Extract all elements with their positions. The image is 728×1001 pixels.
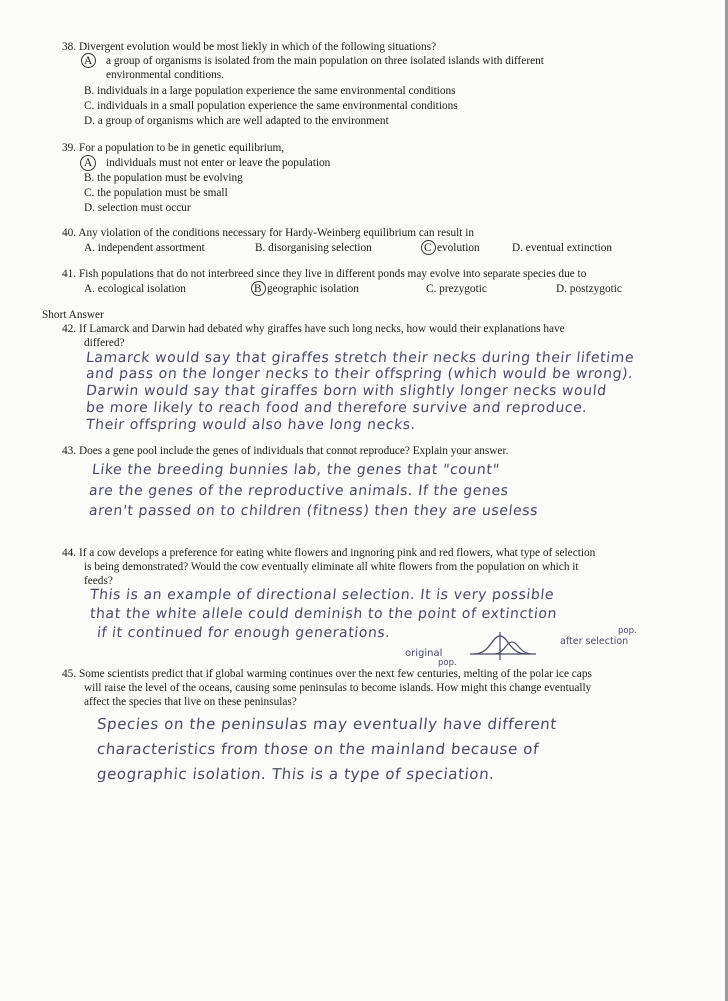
- handwritten-answer-line: characteristics from those on the mainland because of: [96, 740, 540, 758]
- sketch-label-original: original: [405, 648, 443, 659]
- q38-option-a-cont: environmental conditions.: [106, 69, 224, 81]
- q40-option-letter-c: C: [424, 242, 432, 254]
- q39-option-b: B. the population must be evolving: [84, 172, 243, 184]
- question-44-stem-cont2: feeds?: [84, 575, 113, 587]
- q38-option-d: D. a group of organisms which are well adapted to the environment: [84, 115, 389, 127]
- q40-option-b: B. disorganising selection: [255, 242, 372, 254]
- q39-option-d: D. selection must occur: [84, 202, 191, 214]
- handwritten-answer-line: geographic isolation. This is a type of speciation.: [96, 765, 496, 783]
- q41-option-d: D. postzygotic: [556, 283, 622, 295]
- question-45-stem: 45. Some scientists predict that if global warming continues over the next few centuries, melting of the polar ice caps: [62, 668, 592, 680]
- section-title: Short Answer: [42, 309, 104, 321]
- handwritten-answer-line: This is an example of directional selection. It is very possible: [89, 587, 555, 603]
- question-45-stem-cont2: affect the species that live on these peninsulas?: [84, 696, 297, 708]
- sketch-label-after-selection: after selection: [560, 636, 629, 647]
- question-40-stem: 40. Any violation of the conditions necessary for Hardy-Weinberg equilibrium can result in: [62, 227, 475, 239]
- question-38-stem: 38. Divergent evolution would be most liekly in which of the following situations?: [62, 41, 437, 53]
- q41-option-b: geographic isolation: [267, 283, 359, 295]
- question-41-stem: 41. Fish populations that do not interbreed since they live in different ponds may evolve into separate species due to: [62, 268, 587, 280]
- handwritten-answer-line: Like the breeding bunnies lab, the genes that "count": [91, 462, 501, 478]
- handwritten-answer-line: Lamarck would say that giraffes stretch their necks during their lifetime: [85, 350, 635, 366]
- question-45-stem-cont: will raise the level of the oceans, causing some peninsulas to become islands. How might this change eventually: [84, 682, 592, 694]
- q38-option-b: B. individuals in a large population experience the same environmental conditions: [84, 85, 456, 97]
- handwritten-answer-line: be more likely to reach food and therefore survive and reproduce.: [85, 400, 589, 416]
- q40-option-c: evolution: [437, 242, 480, 254]
- q39-option-a: individuals must not enter or leave the population: [106, 157, 331, 169]
- handwritten-answer-line: Their offspring would also have long necks.: [85, 417, 417, 433]
- question-44-stem-cont: is being demonstrated? Would the cow eventually eliminate all white flowers from the population on which it: [84, 561, 579, 573]
- handwritten-answer-line: that the white allele could deminish to the point of extinction: [89, 606, 558, 622]
- distribution-sketch: [470, 628, 550, 662]
- question-44-stem: 44. If a cow develops a preference for eating white flowers and ingnoring pink and red flowers, what type of selection: [62, 547, 596, 559]
- q40-option-d: D. eventual extinction: [512, 242, 613, 254]
- handwritten-answer-line: are the genes of the reproductive animals. If the genes: [88, 483, 510, 499]
- question-43-stem: 43. Does a gene pool include the genes of individuals that connot reproduce? Explain your answer.: [62, 445, 509, 457]
- q38-option-letter-a: A: [84, 55, 93, 67]
- question-42-stem: 42. If Lamarck and Darwin had debated why giraffes have such long necks, how would their explanations have: [62, 323, 565, 335]
- q41-option-c: C. prezygotic: [426, 283, 487, 295]
- sketch-label-pop-1: pop.: [438, 658, 457, 668]
- handwritten-answer-line: if it continued for enough generations.: [96, 625, 392, 641]
- q41-option-a: A. ecological isolation: [84, 283, 186, 295]
- question-39-stem: 39. For a population to be in genetic equilibrium,: [62, 142, 285, 154]
- q41-option-letter-b: B: [254, 283, 262, 295]
- handwritten-answer-line: aren't passed on to children (fitness) then they are useless: [88, 503, 539, 519]
- handwritten-answer-line: Species on the peninsulas may eventually have different: [96, 715, 558, 733]
- sketch-label-pop-2: pop.: [618, 626, 637, 636]
- q38-option-c: C. individuals in a small population experience the same environmental conditions: [84, 100, 458, 112]
- q39-option-letter-a: A: [84, 157, 93, 169]
- handwritten-answer-line: Darwin would say that giraffes born with slightly longer necks would: [85, 383, 608, 399]
- q39-option-c: C. the population must be small: [84, 187, 228, 199]
- q40-option-a: A. independent assortment: [84, 242, 205, 254]
- q38-option-a: a group of organisms is isolated from the main population on three isolated islands with different: [106, 55, 544, 67]
- question-42-stem-cont: differed?: [84, 337, 125, 349]
- handwritten-answer-line: and pass on the longer necks to their offspring (which would be wrong).: [85, 366, 635, 382]
